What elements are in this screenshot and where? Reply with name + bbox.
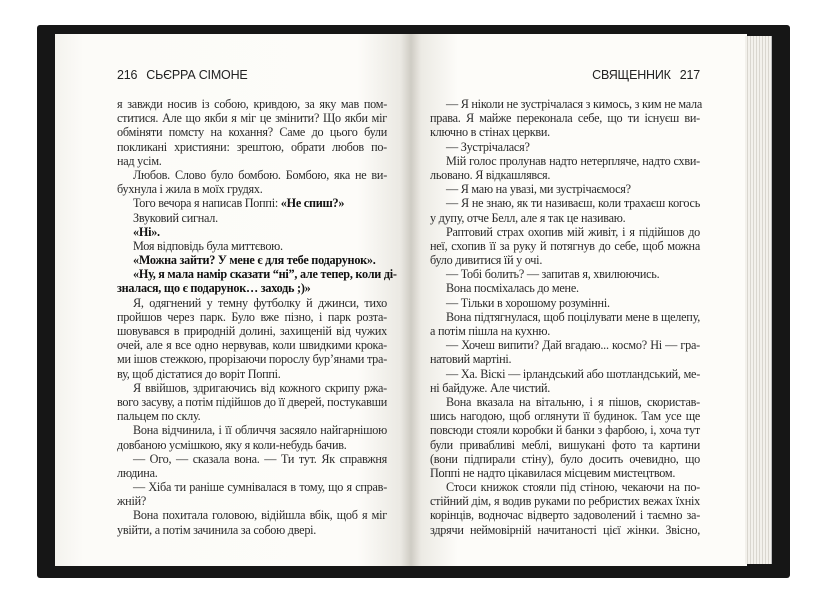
text-line: Моя відповідь була миттєвою. xyxy=(133,238,283,253)
text-line: жній? xyxy=(117,494,147,509)
text-line: — Зустрічалася? xyxy=(446,139,530,154)
text-line: бухнула і жила в моїх грудях. xyxy=(117,182,263,197)
text-line: Я, одягнений у темну футболку й джинси, тихо xyxy=(133,295,387,310)
text-line: людина. xyxy=(117,465,158,480)
paragraph xyxy=(117,196,387,210)
text-line: ву, щоб дістатися до воріт Поппі. xyxy=(117,366,281,381)
text-line xyxy=(117,196,387,210)
page-edges xyxy=(745,36,772,564)
text-line: Вона посміхалась до мене. xyxy=(446,281,579,296)
paragraph xyxy=(430,182,700,196)
text-line: шись нагодою, щоб оглянути її будинок. Там усе ще xyxy=(430,409,700,424)
text-line: неї, схопив її за руку й потягнув до себе, щоб можна xyxy=(430,238,700,253)
text-line: Вона підтягнулася, щоб поцілувати мене в щелепу, xyxy=(446,309,700,324)
paragraph xyxy=(430,367,700,395)
paragraph xyxy=(430,225,700,268)
text-line: я завжди носив із собою, кривдою, за яку мав пом- xyxy=(117,97,387,111)
text-line: — Ха. Віскі — ірландський або шотландський, ме- xyxy=(446,366,700,381)
text-line: — Ого, — сказала вона. — Ти тут. Як справжня xyxy=(133,451,387,466)
text-line: обміняти помсту на кохання? Саме до цього були xyxy=(117,125,387,140)
paragraph xyxy=(430,140,700,154)
right-running-header xyxy=(592,68,700,82)
paragraph xyxy=(430,296,700,310)
paragraph xyxy=(117,253,387,267)
text-line: у дупу, отче Белл, але я так це називаю. xyxy=(430,210,626,225)
book-title: СВЯЩЕННИК xyxy=(592,68,671,82)
paragraph xyxy=(117,267,397,296)
text-line: — Я маю на увазі, ми зустрічаємося? xyxy=(446,182,631,197)
text-line: пальцем по склу. xyxy=(117,409,201,424)
text-line: ключно в стінах церкви. xyxy=(430,125,550,140)
text-line: — Тобі болить? — запитав я, хвилюючись. xyxy=(446,267,660,282)
paragraph xyxy=(117,168,387,196)
paragraph xyxy=(430,338,700,366)
text-line: льовано. Я відкашлявся. xyxy=(430,167,551,182)
text-line: — Я не знаю, як ти називаєш, коли трахаєш когось xyxy=(446,196,700,211)
left-page-text xyxy=(117,97,397,537)
text-line: «Ну, я мала намір сказати “ні”, але тепер, коли ді- xyxy=(133,267,397,282)
text-line: корінців, водночас відверто задоволений і таємно за- xyxy=(430,508,700,523)
text-line: а потім пішла на кухню. xyxy=(430,324,551,338)
text-line: довбаною усмішкою, яку я коли-небудь бачив. xyxy=(117,437,347,452)
paragraph xyxy=(117,296,387,381)
paragraph xyxy=(430,281,700,295)
text-line: очей, але я все одно нервував, коли швидкими крока- xyxy=(117,338,387,353)
text-line: увійти, а потім зачинила за собою двері. xyxy=(117,522,317,537)
text-line: (вони підпирали стіну), було досить очевидно, що xyxy=(430,451,700,466)
text-line: Поппі не надто цікавилася місцевим мистецтвом. xyxy=(430,465,676,480)
paragraph xyxy=(430,154,700,182)
text-line: натовий мартіні. xyxy=(430,352,512,367)
text-line: Я ввійшов, здригаючись від кожного скрипу ржа- xyxy=(133,380,387,395)
right-page-text xyxy=(430,97,703,537)
paragraph xyxy=(117,480,387,508)
text-line: — Тільки в хорошому розумінні. xyxy=(446,295,610,310)
text-line: Мій голос пролунав надто нетерпляче, надто схви- xyxy=(446,153,700,168)
paragraph xyxy=(430,310,700,338)
left-running-header xyxy=(117,68,248,82)
paragraph xyxy=(117,239,387,253)
text-line: Звуковий сигнал. xyxy=(133,210,218,225)
text-line: пройшов через парк. Було вже пізно, і парк розта- xyxy=(117,309,387,324)
text-line: «Ні». xyxy=(133,224,160,239)
paragraph xyxy=(117,97,387,168)
paragraph xyxy=(117,452,387,480)
text-line: покликані християни: зрештою, обрати любов по- xyxy=(117,139,387,154)
page-number: 216 xyxy=(117,68,138,82)
text-line: Раптовий страх охопив мій живіт, і я підійшов до xyxy=(446,224,700,239)
text-line: — Хіба ти раніше сумнівалася в тому, що я справ- xyxy=(133,480,387,495)
text-segment: Того вечора я написав Поппі: xyxy=(133,196,281,211)
text-line: Вона похитала головою, відійшла вбік, щоб я міг xyxy=(133,508,387,523)
text-line: вого засуву, а потім підійшов до її дверей, постукавши xyxy=(117,394,387,409)
text-line: над усім. xyxy=(117,153,162,168)
text-line: зналася, що є подарунок… заходь ;)» xyxy=(117,281,311,296)
paragraph xyxy=(430,480,700,537)
text-line: ми ішов стежкою, прорізаючи порослу бур’янами тра- xyxy=(117,352,387,367)
text-line: були привабливі меблі, вишукані фото та картини xyxy=(430,437,700,452)
text-line: Стоси книжок стояли під стіною, чекаючи на по- xyxy=(446,480,700,495)
paragraph xyxy=(117,225,387,239)
text-line: ні байдуже. Але чистий. xyxy=(430,380,551,395)
paragraph xyxy=(117,381,387,424)
text-line: шовувався в природній долині, захищеній від чужих xyxy=(117,324,387,338)
text-line: ститися. Але що якби я міг це змінити? Що якби міг xyxy=(117,111,387,126)
text-line: — Я ніколи не зустрічалася з кимось, з ким не мала xyxy=(446,97,703,111)
paragraph xyxy=(117,508,387,536)
paragraph xyxy=(430,97,703,140)
paragraph xyxy=(430,196,700,224)
paragraph xyxy=(430,267,700,281)
text-line: здрячи неймовірній начитаності цієї жінки. Звісно, xyxy=(430,522,700,537)
text-line: — Хочеш випити? Дай вгадаю... космо? Ні — гра- xyxy=(446,338,700,353)
paragraph xyxy=(430,395,700,480)
text-line: стійний дім, я водив руками по ребристих вежах їхніх xyxy=(430,494,700,509)
text-line: Вона відчинила, і її обличчя засяяло найгарнішою xyxy=(133,423,387,438)
bold-text: «Не спиш?» xyxy=(280,196,345,211)
text-line: Вона вказала на вітальню, і я пішов, скористав- xyxy=(446,394,700,409)
page-number: 217 xyxy=(679,68,700,82)
paragraph xyxy=(117,211,387,225)
text-line: повсюди стояли коробки й банки з фарбою, і, хоча тут xyxy=(430,423,700,438)
author-name: СЬЄРРА СІМОНЕ xyxy=(146,68,248,82)
text-line: було дивитися їй у очі. xyxy=(430,253,543,268)
paragraph xyxy=(117,423,387,451)
text-line: права. Я майже переконала себе, що ти існуєш ви- xyxy=(430,111,700,126)
text-line: Любов. Слово було бомбою. Бомбою, яка не ви- xyxy=(133,167,387,182)
text-line: «Можна зайти? У мене є для тебе подарунок». xyxy=(133,253,376,268)
